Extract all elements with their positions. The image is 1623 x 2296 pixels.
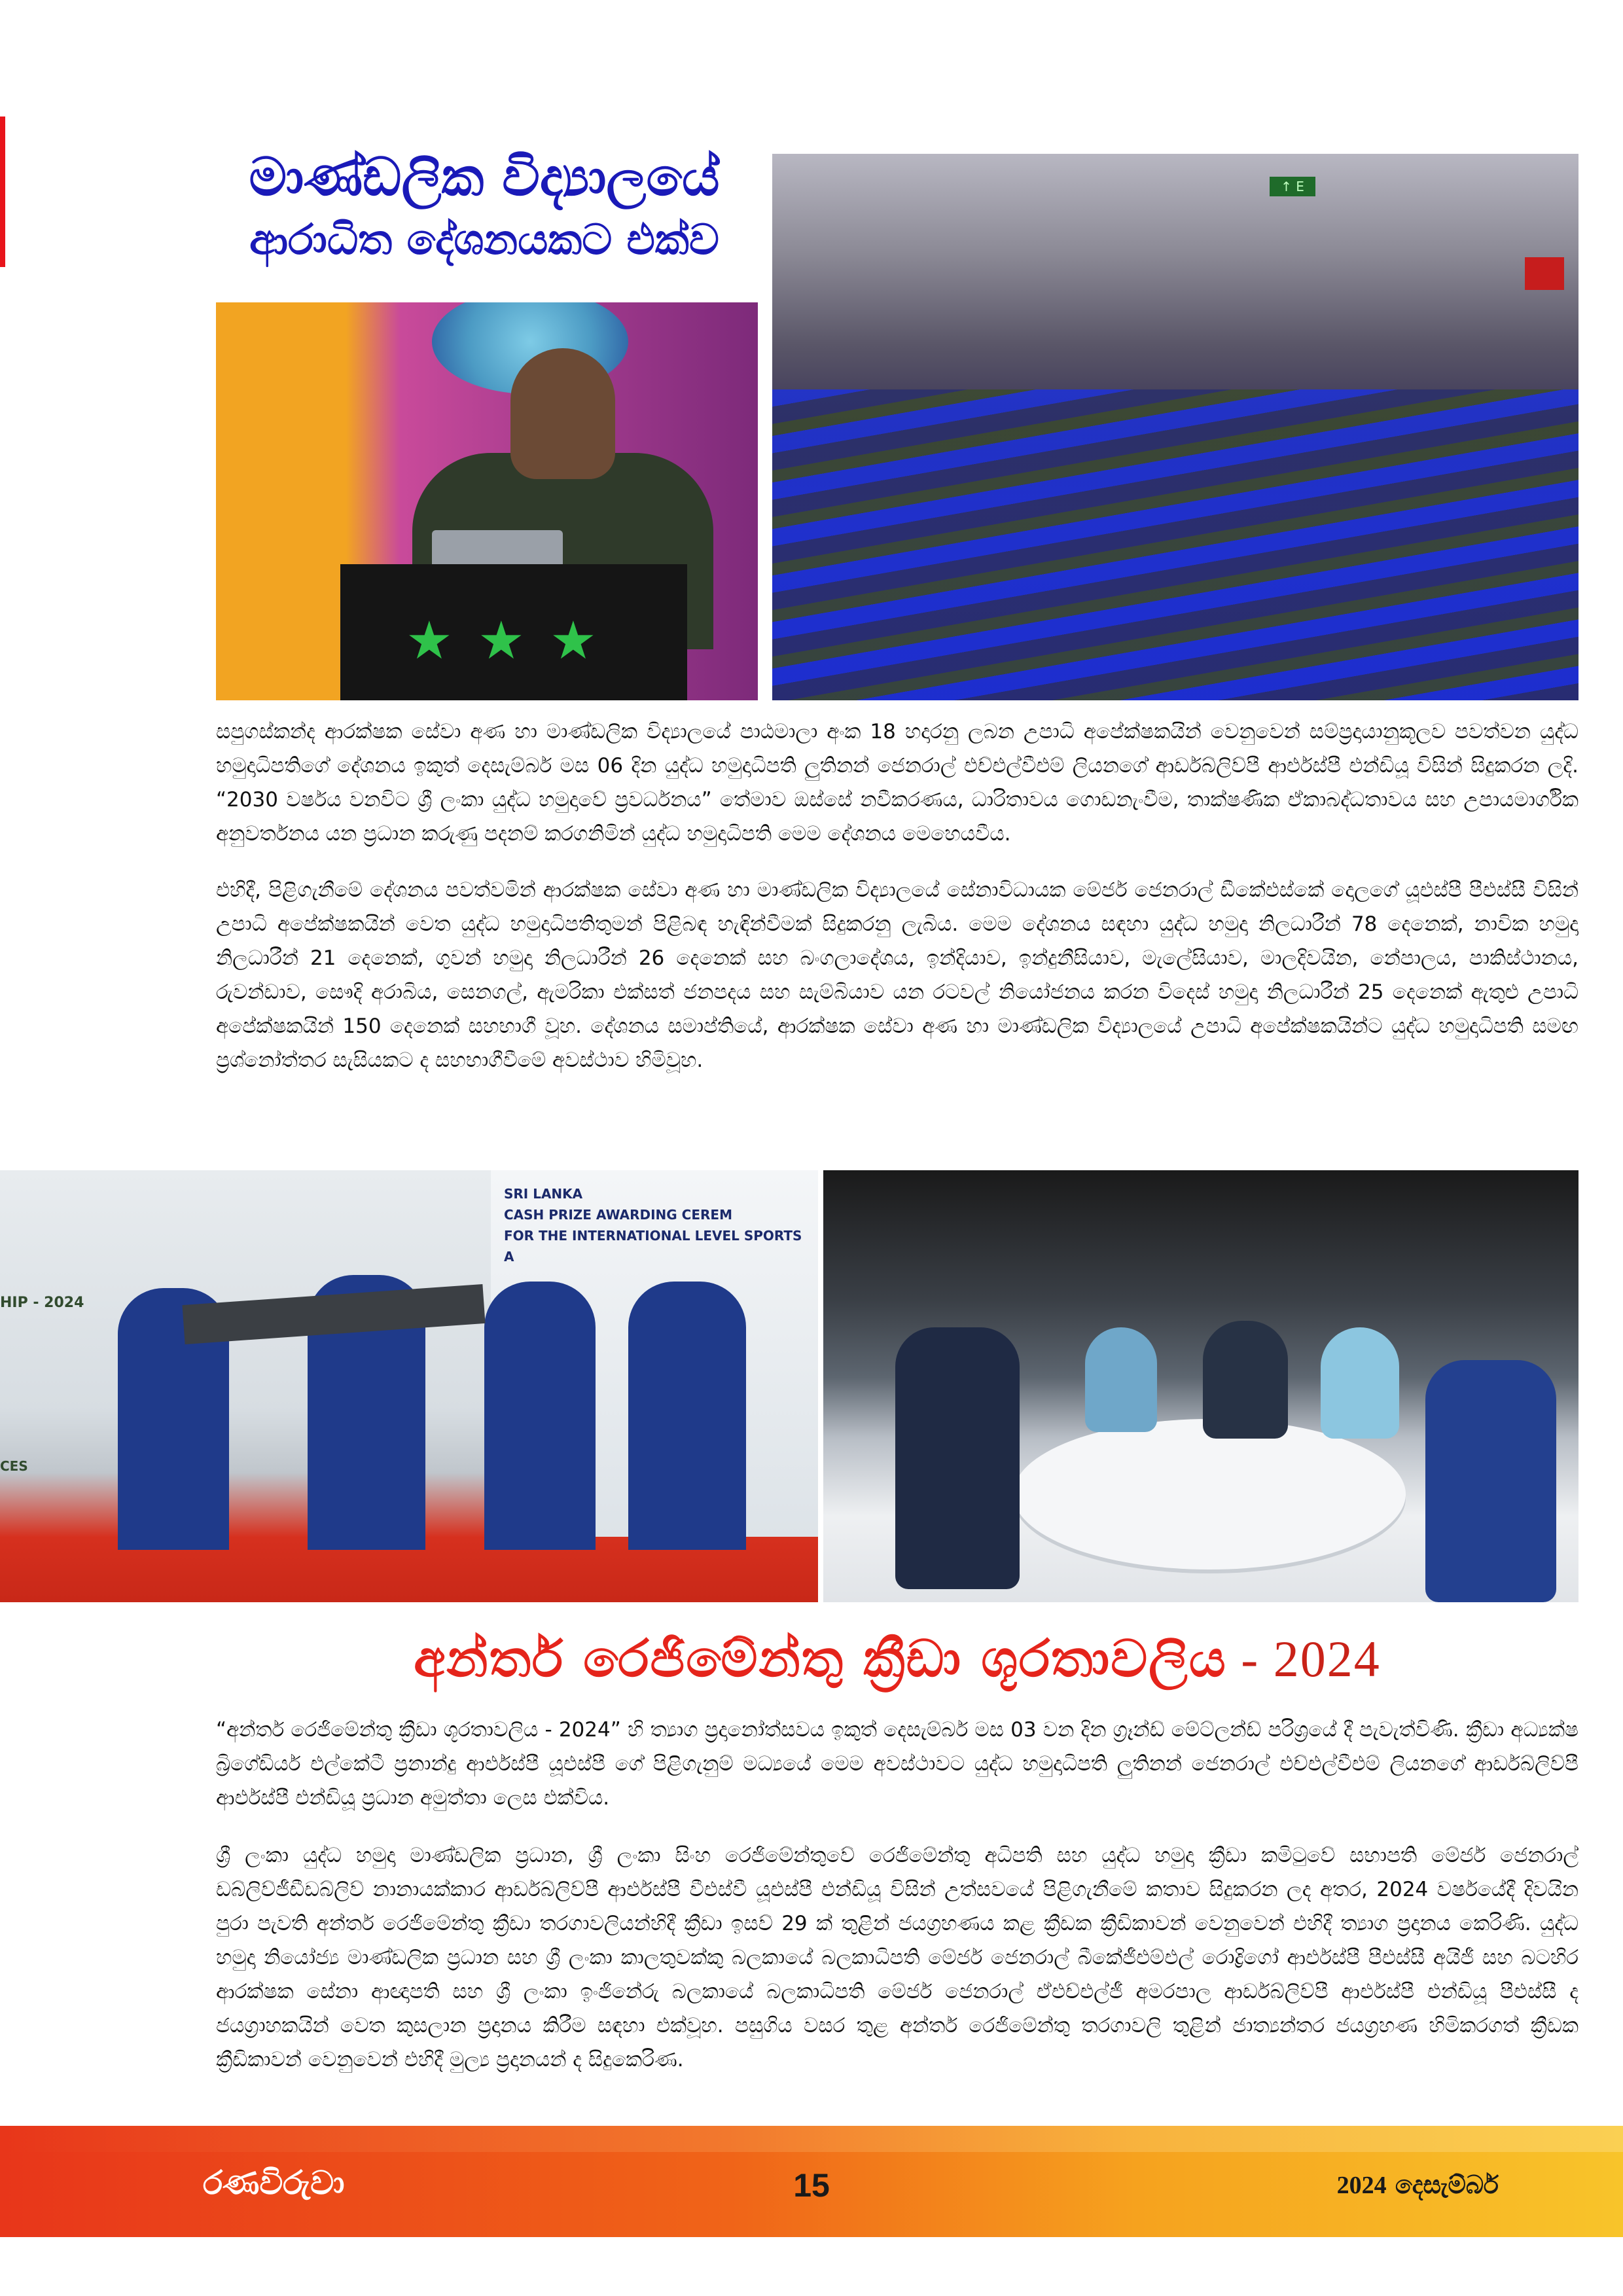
issue-month: දෙසැම්බර් (1386, 2170, 1499, 2199)
article1-title-line1: මාණ්ඩලික විද්‍යාලයේ (249, 147, 720, 207)
page-footer (0, 2126, 1623, 2237)
article1-title-line2: ආරාධිත දේශනයකට එක්ව (249, 216, 719, 264)
article2-paragraph: “අන්තර් රෙජිමේන්තු ක්‍රීඩා ශූරතාවලිය - 2024” හි ත්‍යාග ප්‍රදානෝත්සවය ඉකුත් දෙසැම්බර් මස 03 වන දින ග්‍රෑන්ඩ් මේට්ලන්ඩ් පරිශ්‍රයේ දී පැවැත්විණි. ක්‍රීඩා අධ්‍යක්ෂ බ්‍රිගේඩියර් එල්කේටී ප්‍රනාන්දු ආර්එස්පී යූඑස්පී ගේ පිළිගැනුම් මධ්‍යයේ මෙම අවස්ථාවට යුද්ධ හමුදාධිපති ලුතිනන් ජෙනරාල් එච්එල්වීඑම් ලියනගේ ආර්ඩබ්ලිව්පී ආර්එස්පී එන්ඩියූ ප්‍රධාන අමුත්තා ලෙස එක්විය. (216, 1718, 1578, 1810)
guest (1085, 1327, 1157, 1432)
article1-body (216, 715, 1578, 1077)
exit-sign: ↑ E (1270, 177, 1315, 196)
footer-decoration (0, 2126, 1623, 2152)
backdrop-line: FOR THE INTERNATIONAL LEVEL SPORTS A (504, 1228, 802, 1265)
backdrop-text (504, 1183, 812, 1267)
guest (1321, 1327, 1399, 1439)
magazine-brand: රණවිරුවා (203, 2164, 345, 2202)
guest (895, 1327, 1020, 1589)
backdrop-side-text: CES (0, 1458, 28, 1474)
backdrop-line: SRI LANKA (504, 1186, 583, 1202)
article2-title-year: - 2024 (1226, 1630, 1381, 1687)
star-icon: ★ (406, 610, 453, 671)
article2-title (216, 1630, 1578, 1689)
guest (1425, 1360, 1556, 1602)
guest (1203, 1321, 1288, 1439)
article2-title-text: අන්තර් රෙජිමේන්තු ක්‍රීඩා ශූරතාවලිය (414, 1630, 1227, 1689)
star-icon: ★ (478, 610, 525, 671)
red-accent-bar (0, 117, 5, 267)
issue-year: 2024 (1336, 2172, 1387, 2199)
article1-paragraph: එහිදී, පිළිගැනීමේ දේශනය පවත්වමින් ආරක්ෂක සේවා අණ හා මාණ්ඩලික විද්‍යාලයේ සේනාවිධායක මේජර් ජෙනරාල් ඩීකේඑස්කේ දොලගේ යූඑස්පී පීඑස්සී විසින් උපාධි අපේක්ෂකයින් වෙත යුද්ධ හමුදාධිපතිතුමන් පිළිබඳ හැඳින්වීමක් සිදුකරනු ලැබිය. මෙම දේශනය සඳහා යුද්ධ හමුදා නිලධාරීන් 78 දෙනෙක්, නාවික හමුදා නිලධාරීන් 21 දෙනෙක්, ගුවන් හමුදා නිලධාරීන් 26 දෙනෙක් සහ බංගලාදේශය, ඉන්දියාව, ඉන්දුනීසියාව, මැලේසියාව, මාලදිවයින, නේපාලය, පාකිස්ථානය, රුවන්ඩාව, සෞදි අරාබිය, සෙනගල්, ඇමරිකා එක්සත් ජනපදය සහ සැම්බියාව යන රටවල් නියෝජනය කරන විදෙස් හමුදා නිලධාරීන් 25 දෙනෙක් ඇතුළු උපාධි අපේක්ෂකයින් 150 දෙනෙක් සහභාගී වූහ. දේශනය සමාප්තියේ, ආරක්ෂක සේවා අණ හා මාණ්ඩලික විද්‍යාලයේ උපාධි අපේක්ෂකයින්ට යුද්ධ හමුදාධිපති සමඟ ප්‍රශ්නෝත්තර සැසියකට ද සහභාගීවීමේ අවස්ථාව හිමිවූහ. (216, 878, 1578, 1072)
article2-body (216, 1713, 1578, 2077)
person (628, 1282, 746, 1550)
photo-auditorium-audience (772, 154, 1578, 700)
photo-banquet-guests (823, 1170, 1578, 1602)
article1-paragraph: සපුගස්කන්ද ආරක්ෂක සේවා අණ හා මාණ්ඩලික විද්‍යාලයේ පාඨමාලා අංක 18 හදාරනු ලබන උපාධි අපේක්ෂකයින් වෙනුවෙන් සම්ප්‍රදායානුකූලව පවත්වන යුද්ධ හමුදාධිපතිගේ දේශනය ඉකුත් දෙසැම්බර් මස 06 දින යුද්ධ හමුදාධිපති ලුතිනන් ජෙනරාල් එච්එල්වීඑම් ලියනගේ ආර්ඩබ්ලිව්පී ආර්එස්පී එන්ඩියූ විසින් සිදුකරන ලදි. “2030 වර්ෂය වනවිට ශ්‍රී ලංකා යුද්ධ හමුදාවේ ප්‍රවර්ධනය” තේමාව ඔස්සේ නවීකරණය, ධාරිතාවය ගොඩනැංවීම, තාක්ෂණික ඒකාබද්ධතාවය සහ උපායමාර්ගික අනුවර්තනය යන ප්‍රධාන කරුණු පදනම් කරගනිමින් යුද්ධ හමුදාධිපති මෙම දේශනය මෙහෙයවීය. (216, 720, 1578, 846)
issue-date (1337, 2170, 1499, 2200)
backdrop-line: CASH PRIZE AWARDING CEREM (504, 1207, 732, 1223)
article1-title (196, 147, 772, 265)
photo-award-presentation (0, 1170, 818, 1602)
person (484, 1282, 596, 1550)
article2-paragraph: ශ්‍රී ලංකා යුද්ධ හමුදා මාණ්ඩලික ප්‍රධාන, ශ්‍රී ලංකා සිංහ රෙජිමේන්තුවේ රෙජිමේන්තු අධිපති සහ යුද්ධ හමුදා ක්‍රීඩා කමිටුවේ සභාපති මේජර් ජෙනරාල් ඩබ්ලිව්ජීඩීඩබ්ලිව් නානායක්කාර ආර්ඩබ්ලිව්පී ආර්එස්පී වීඑස්වී යූඑස්පී එන්ඩියූ විසින් උත්සවයේ පිළිගැනීමේ කතාව සිදුකරන ලද අතර, 2024 වර්ෂයේදී දිවයින පුරා පැවති අන්තර් රෙජිමේන්තු ක්‍රීඩා තරගාවලියන්හිදී ක්‍රීඩා ඉසව් 29 ක් තුළින් ජයග්‍රහණය කළ ක්‍රීඩක ක්‍රීඩිකාවන් වෙනුවෙන් එහිදී ත්‍යාග ප්‍රදානය කෙරිණි. යුද්ධ හමුදා නියෝජ්‍ය මාණ්ඩලික ප්‍රධාන සහ ශ්‍රී ලංකා කාලතුවක්කු බලකායේ බලකාධිපති මේජර් ජෙනරාල් බීකේජීඑම්එල් රොද්‍රිගෝ ආර්එස්පී පීඑස්සී අයිජී සහ බටහිර ආරක්ෂක සේනා ආඥාපති සහ ශ්‍රී ලංකා ඉංජිනේරු බලකායේ බලකාධිපති මේජර් ජෙනරාල් ඒඑච්එල්ජී අමරපාල ආර්ඩබ්ලිව්පී ආර්එස්පී එන්ඩියූ පීඑස්සී ද ජයග්‍රාහකයින් වෙත කුසලාන ප්‍රදානය කිරීම සඳහා එක්වූහ. පසුගිය වසර තුළ අන්තර් රෙජිමේන්තු තරගාවලි තුළින් ජාත්‍යන්තර ජයග්‍රහණ හිමිකරගත් ක්‍රීඩක ක්‍රීඩිකාවන් වෙනුවෙන් එහිදී මුල්‍ය ප්‍රදානයන් ද සිදුකෙරිණ. (216, 1844, 1578, 2072)
speaker-head (510, 348, 615, 479)
banquet-table (1013, 1419, 1406, 1570)
star-icon: ★ (550, 610, 597, 671)
photo-speaker-at-podium (216, 302, 758, 700)
flag (1525, 257, 1564, 290)
backdrop-side-text: HIP - 2024 (0, 1295, 84, 1311)
audience-seating (772, 389, 1578, 700)
page-number: 15 (793, 2167, 830, 2204)
